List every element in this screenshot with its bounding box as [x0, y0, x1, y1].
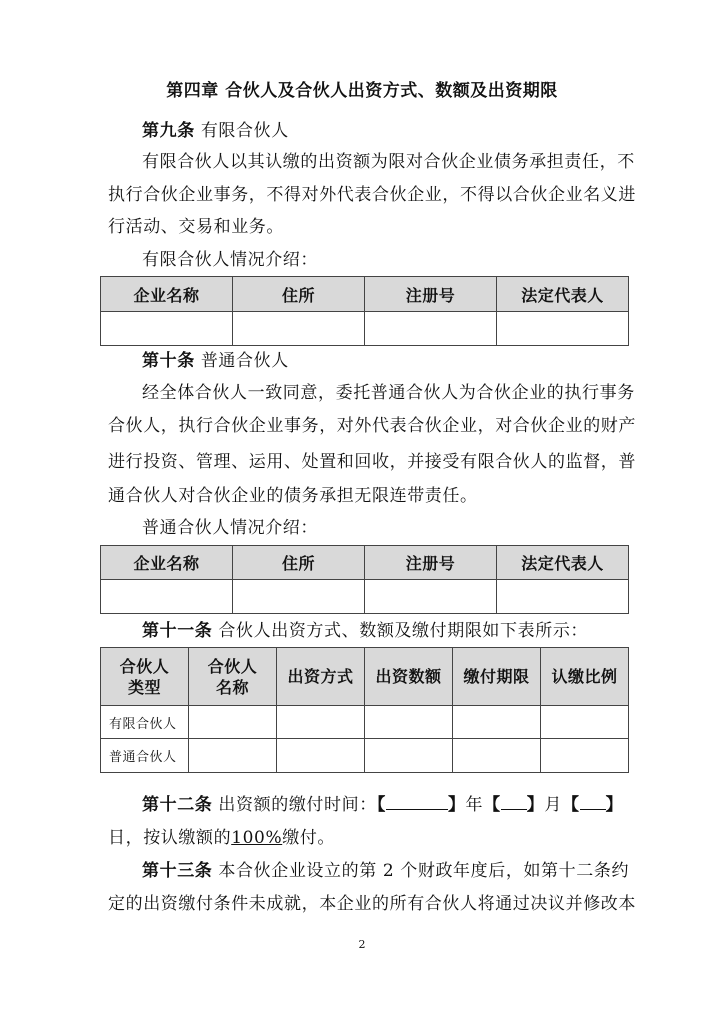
bracket-open: 【	[561, 795, 580, 815]
bracket-close: 】	[526, 795, 545, 815]
table-cell	[277, 706, 365, 739]
percent-value: 100%	[231, 828, 283, 848]
table-cell	[189, 706, 277, 739]
general-partner-table	[100, 545, 629, 614]
row-label: 普通合伙人	[101, 739, 189, 773]
table-cell	[365, 739, 453, 773]
article-9-intro: 有限合伙人情况介绍：	[142, 250, 318, 270]
bracket-open: 【	[376, 795, 386, 815]
table-cell	[277, 739, 365, 773]
row-label: 有限合伙人	[101, 706, 189, 739]
table-cell	[189, 739, 277, 773]
table-header-cell: 出资数额	[365, 648, 453, 706]
article-10-line-3: 进行投资、管理、运用、处置和回收，并接受有限合伙人的监督，普	[108, 452, 636, 472]
article-10-intro: 普通合伙人情况介绍：	[142, 518, 318, 538]
table-cell	[101, 312, 233, 346]
article-10-title: 普通合伙人	[200, 351, 289, 371]
article-12-line-1	[142, 790, 623, 815]
table-cell	[541, 706, 629, 739]
table-header-cell: 住所	[233, 546, 365, 580]
article-10-heading: 第十条	[142, 351, 195, 371]
article-12-line-2: 日，按认缴额的100%缴付。	[108, 828, 336, 848]
year-label: 年	[465, 795, 484, 815]
article-9-line-3: 行活动、交易和业务。	[108, 217, 284, 237]
article-13-line-1: 第十三条 本合伙企业设立的第 2 个财政年度后，如第十二条约	[142, 861, 630, 881]
table-header-cell: 企业名称	[101, 277, 233, 312]
article-11-line	[142, 616, 588, 641]
table-header-cell: 法定代表人	[497, 546, 629, 580]
table-cell	[101, 580, 233, 614]
table-cell	[365, 580, 497, 614]
table-cell	[497, 580, 629, 614]
month-label: 月	[544, 795, 562, 815]
table-header-cell: 注册号	[365, 277, 497, 312]
table-cell	[233, 312, 365, 346]
bracket-close: 】	[447, 795, 466, 815]
article-10-line-4: 通合伙人对合伙企业的债务承担无限连带责任。	[108, 486, 478, 506]
table-header-cell: 合伙人 类型	[101, 648, 189, 706]
article-12-heading: 第十二条	[142, 795, 213, 815]
article-9-heading-line	[142, 116, 289, 141]
article-9-heading: 第九条	[142, 121, 195, 141]
article-10-line-1: 经全体合伙人一致同意，委托普通合伙人为合伙企业的执行事务	[142, 383, 635, 403]
limited-partner-table	[100, 276, 629, 346]
table-cell	[365, 312, 497, 346]
chapter-title: 第四章 合伙人及合伙人出资方式、数额及出资期限	[166, 81, 558, 101]
page-number: 2	[358, 938, 366, 951]
article-11-heading: 第十一条	[142, 621, 213, 641]
table-cell	[453, 706, 541, 739]
table-cell	[497, 312, 629, 346]
article-9-title: 有限合伙人	[200, 121, 289, 141]
table-cell	[365, 706, 453, 739]
article-9-line-2: 执行合伙企业事务，不得对外代表合伙企业，不得以合伙企业名义进	[108, 185, 636, 205]
article-12-text: 出资额的缴付时间：	[218, 795, 377, 815]
contribution-table	[100, 647, 629, 773]
table-header-cell: 认缴比例	[541, 648, 629, 706]
article-13-heading: 第十三条	[142, 861, 213, 881]
table-cell	[453, 739, 541, 773]
table-header-cell: 合伙人 名称	[189, 648, 277, 706]
table-header-cell: 注册号	[365, 546, 497, 580]
table-header-cell: 缴付期限	[453, 648, 541, 706]
bracket-close: 】	[605, 795, 624, 815]
article-11-text: 合伙人出资方式、数额及缴付期限如下表所示：	[218, 621, 589, 641]
month-blank	[501, 808, 527, 810]
article-10-heading-line	[142, 346, 289, 371]
article-10-line-2: 合伙人，执行合伙企业事务，对外代表合伙企业，对合伙企业的财产	[108, 416, 636, 436]
table-header-cell: 法定代表人	[497, 277, 629, 312]
bracket-open: 【	[483, 795, 501, 815]
table-header-cell: 出资方式	[277, 648, 365, 706]
table-cell	[541, 739, 629, 773]
article-13-line-2: 定的出资缴付条件未成就，本企业的所有合伙人将通过决议并修改本	[108, 894, 636, 914]
day-blank	[580, 808, 606, 810]
table-cell	[233, 580, 365, 614]
article-9-line-1: 有限合伙人以其认缴的出资额为限对合伙企业债务承担责任，不	[142, 152, 635, 172]
year-blank	[386, 808, 448, 810]
table-header-cell: 住所	[233, 277, 365, 312]
table-header-cell: 企业名称	[101, 546, 233, 580]
